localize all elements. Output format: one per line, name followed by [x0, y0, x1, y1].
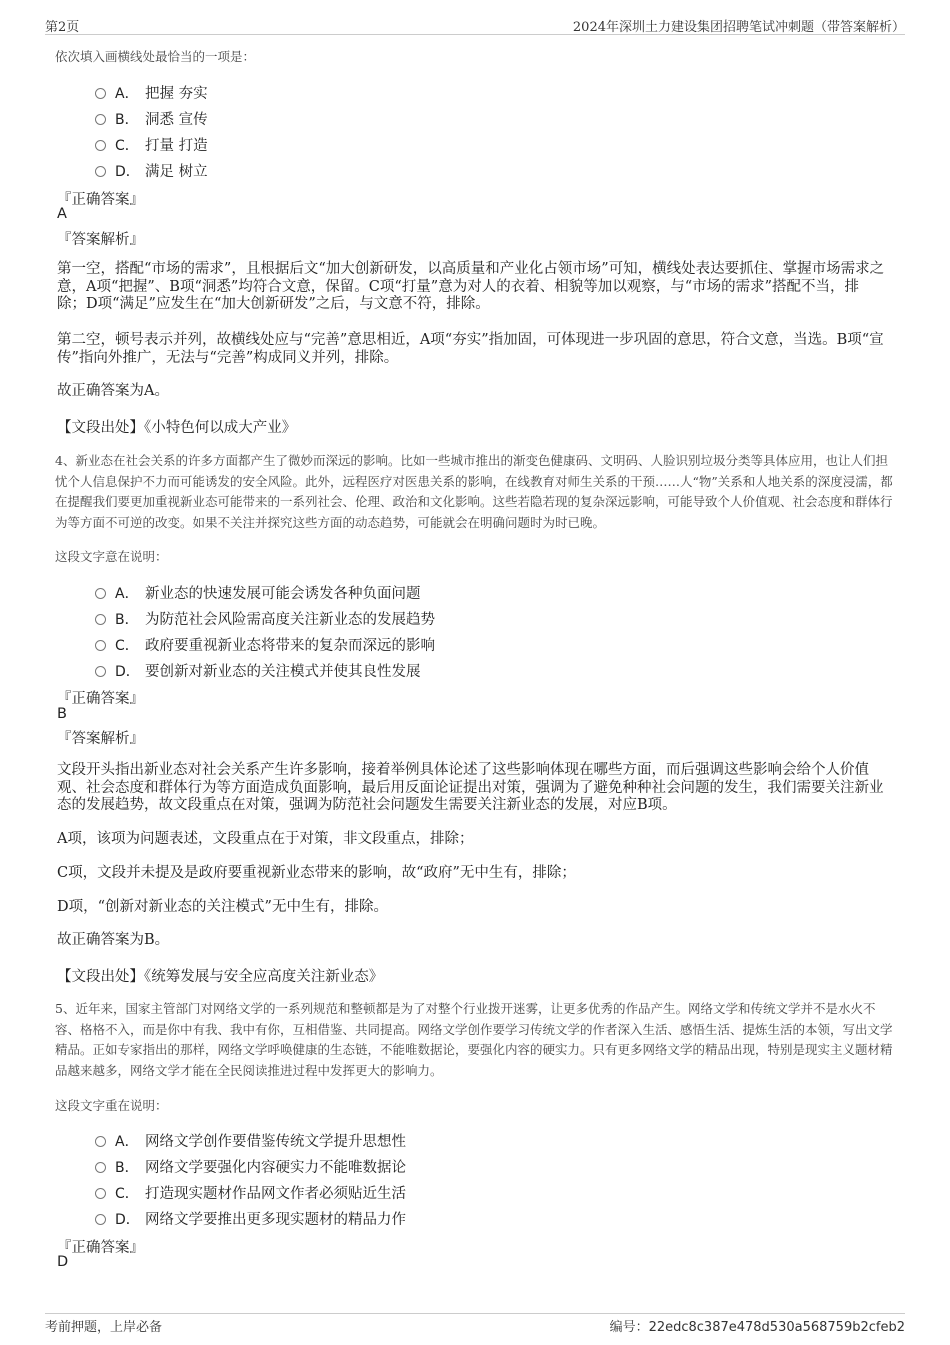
- question-passage: 5、近年来，国家主管部门对网络文学的一系列规范和整顿都是为了对整个行业拨开迷雾，让更多优秀的作品产生。网络文学和传统文学并不是水火不容、格格不入，而是你中有我、我中有你，互相借鉴、共同提高。网络文学创作要学习传统文学的作者深入生活、感悟生活、提炼生活的本领，写出文学精品。正如专家指出的那样，网络文学呼唤健康的生态链，不能唯数据论，要强化内容的硬实力。只有更多网络文学的精品出现，特别是现实主义题材精品越来越多，网络文学才能在全民阅读推进过程中发挥更大的影响力。: [55, 1001, 893, 1078]
- passage-source: 【文段出处】《小特色何以成大产业》: [57, 420, 297, 436]
- radio-icon[interactable]: [95, 1136, 106, 1147]
- document-title: 2024年深圳土力建设集团招聘笔试冲刺题（带答案解析）: [572, 20, 905, 35]
- page-header: [45, 14, 905, 35]
- option-d[interactable]: D． 满足 树立: [95, 160, 208, 181]
- analysis-paragraph: 文段开头指出新业态对社会关系产生许多影响，接着举例具体论述了这些影响体现在哪些方面，而后强调这些影响会给个人价值观、社会态度和群体行为等方面造成负面影响，最后用反面论证提出对策，强调为了避免种种社会问题的发生，我们需要关注新业态的发展趋势，故文段重点在对策，强调为防范社会问题发生需要关注新业态的发展，对应B项。: [57, 762, 884, 813]
- question-prompt: 这段文字意在说明：: [55, 549, 168, 564]
- analysis-label: 『答案解析』: [57, 731, 144, 747]
- radio-icon[interactable]: [95, 588, 106, 599]
- radio-icon[interactable]: [95, 1188, 106, 1199]
- analysis-paragraph: D项，“创新对新业态的关注模式”无中生有，排除。: [57, 899, 388, 915]
- radio-icon[interactable]: [95, 166, 106, 177]
- analysis-conclusion: 故正确答案为A。: [57, 383, 169, 399]
- document-id: 编号：22edc8c387e478d530a568759b2cfeb2: [609, 1320, 905, 1335]
- radio-icon[interactable]: [95, 1162, 106, 1173]
- analysis-paragraph: 第二空，顿号表示并列，故横线处应与“完善”意思相近，A项“夯实”指加固，可体现进一步巩固的意思，符合文意，当选。B项“宣传”指向外推广，无法与“完善”构成同义并列，排除。: [57, 332, 884, 366]
- option-c[interactable]: C． 政府要重视新业态将带来的复杂而深远的影响: [95, 634, 435, 655]
- radio-icon[interactable]: [95, 1214, 106, 1225]
- analysis-conclusion: 故正确答案为B。: [57, 932, 170, 948]
- passage-source: 【文段出处】《统筹发展与安全应高度关注新业态》: [57, 969, 384, 985]
- option-b[interactable]: B． 为防范社会风险需高度关注新业态的发展趋势: [95, 608, 435, 629]
- correct-answer-label: 『正确答案』: [57, 691, 144, 707]
- analysis-paragraph: A项，该项为问题表述，文段重点在于对策，非文段重点，排除；: [57, 831, 474, 847]
- option-b[interactable]: B． 洞悉 宣传: [95, 108, 208, 129]
- correct-answer-label: 『正确答案』: [57, 1240, 144, 1256]
- radio-icon[interactable]: [95, 140, 106, 151]
- correct-answer: B: [57, 706, 67, 722]
- analysis-paragraph: C项，文段并未提及是政府要重视新业态带来的影响，故“政府”无中生有，排除；: [57, 865, 576, 881]
- correct-answer: D: [57, 1254, 69, 1270]
- radio-icon[interactable]: [95, 614, 106, 625]
- radio-icon[interactable]: [95, 114, 106, 125]
- question-passage: 4、新业态在社会关系的许多方面都产生了微妙而深远的影响。比如一些城市推出的渐变色健康码、文明码、人脸识别垃圾分类等具体应用，也让人们担忧个人信息保护不力而可能诱发的安全风险。此外，远程医疗对医患关系的影响，在线教育对师生关系的干预……人“物”关系和人地关系的深度浸濡，都在提醒我们要更加重视新业态可能带来的一系列社会、伦理、政治和文化影响。这些若隐若现的复杂深远影响，可能导致个人价值观、社会态度和群体行为等方面不可逆的改变。如果不关注并探究这些方面的动态趋势，可能就会在明确问题时为时已晚。: [55, 453, 893, 530]
- question-prompt: 依次填入画横线处最恰当的一项是：: [55, 49, 256, 64]
- option-d[interactable]: D． 要创新对新业态的关注模式并使其良性发展: [95, 660, 421, 681]
- correct-answer-label: 『正确答案』: [57, 192, 144, 208]
- analysis-paragraph: 第一空，搭配“市场的需求”，且根据后文“加大创新研发，以高质量和产业化占领市场”可知，横线处表达要抓住、掌握市场需求之意，A项“把握”、B项“洞悉”均符合文意，保留。C项“打量”意为对人的衣着、相貌等加以观察，与“市场的需求”搭配不当，排除；D项“满足”应发生在“加大创新研发”之后，与文意不符，排除。: [57, 261, 885, 312]
- page-number: 第2页: [45, 20, 80, 35]
- option-d[interactable]: D． 网络文学要推出更多现实题材的精品力作: [95, 1208, 406, 1229]
- option-c[interactable]: C． 打量 打造: [95, 134, 208, 155]
- page-footer: [45, 1313, 905, 1338]
- question-prompt: 这段文字重在说明：: [55, 1098, 168, 1113]
- correct-answer: A: [57, 206, 67, 222]
- option-c[interactable]: C． 打造现实题材作品网文作者必须贴近生活: [95, 1182, 406, 1203]
- radio-icon[interactable]: [95, 640, 106, 651]
- option-a[interactable]: A． 网络文学创作要借鉴传统文学提升思想性: [95, 1130, 406, 1151]
- footer-slogan: 考前押题，上岸必备: [45, 1320, 163, 1335]
- analysis-label: 『答案解析』: [57, 232, 144, 248]
- radio-icon[interactable]: [95, 88, 106, 99]
- option-a[interactable]: A． 把握 夯实: [95, 82, 208, 103]
- radio-icon[interactable]: [95, 666, 106, 677]
- option-b[interactable]: B． 网络文学要强化内容硬实力不能唯数据论: [95, 1156, 406, 1177]
- option-a[interactable]: A． 新业态的快速发展可能会诱发各种负面问题: [95, 582, 421, 603]
